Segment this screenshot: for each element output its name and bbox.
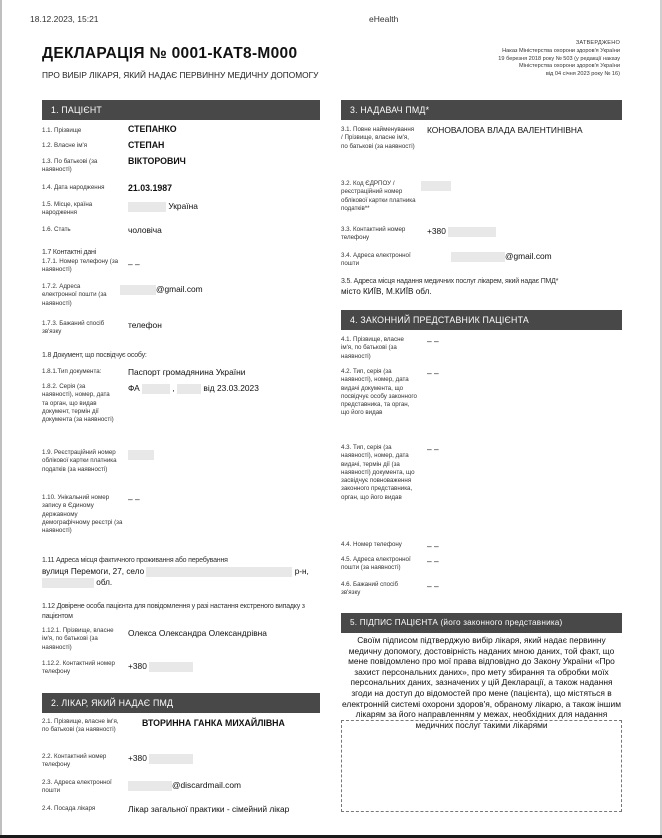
patient-tax-number — [128, 449, 154, 460]
approval-line: Міністерства охорони здоров'я України — [519, 63, 620, 70]
field-label: 4.4. Номер телефону — [341, 541, 402, 548]
contacts-subheading: 1.7 Контактні дані — [42, 249, 97, 256]
field-label: 1.8.2. Серія (за наявності), номер, дата та орган, що видав документ, термін дії документа (за наявності) — [42, 383, 114, 424]
field-label: 1.10. Унікальний номер запису в Єдиному державному демографічному реєстрі (за наявності) — [42, 494, 123, 535]
field-label: 2.3. Адреса електронної пошти — [42, 779, 112, 795]
patient-phone: – – — [128, 259, 140, 269]
doctor-name: ВТОРИННА ГАНКА МИХАЙЛІВНА — [142, 718, 285, 728]
field-label: 3.2. Код ЄДРПОУ / реєстраційний номер облікової картки платника податків** — [341, 180, 416, 212]
section-representative-heading: 4. ЗАКОННИЙ ПРЕДСТАВНИК ПАЦІЄНТА — [341, 310, 622, 330]
field-label: 4.1. Прізвище, власне ім'я, по батькові (за наявності) — [341, 336, 404, 360]
patient-address — [42, 567, 309, 577]
patient-patronymic: ВІКТОРОВИЧ — [128, 156, 186, 166]
provider-edrpou — [421, 180, 451, 191]
emergency-subheading: 1.12 Довірене особа пацієнта для повідомлення у разі настання екстреного випадку з пацієнтом — [42, 603, 305, 620]
approval-line: від 04 січня 2023 року № 16) — [545, 71, 620, 78]
redacted-block — [42, 578, 94, 588]
patient-birthplace — [128, 201, 198, 212]
redacted-block — [448, 227, 496, 237]
provider-phone-prefix: +380 — [427, 226, 446, 236]
rep-name: – – — [427, 336, 439, 346]
field-label: 1.7.2. Адреса електронної пошти (за наявності) — [42, 283, 107, 307]
approval-line: 19 березня 2018 року № 503 (у редакції наказу — [498, 55, 620, 62]
rep-phone: – – — [427, 541, 439, 551]
emergency-name: Олекса Олександра Олександрівна — [128, 628, 267, 638]
section-provider-heading: 3. НАДАВАЧ ПМД* — [341, 100, 622, 120]
doc-issued: від 23.03.2023 — [203, 383, 259, 393]
patient-doc-series: ФА , від 23.03.2023 — [128, 383, 259, 393]
rep-email: – – — [427, 556, 439, 566]
print-date: 18.12.2023, 15:21 — [30, 14, 99, 24]
section-doctor-heading: 2. ЛІКАР, ЯКИЙ НАДАЄ ПМД — [42, 693, 320, 713]
field-label: 2.1. Прізвище, власне ім'я, по батькові (за наявності) — [42, 718, 119, 734]
field-label: 1.6. Стать — [42, 226, 71, 233]
field-label: 1.3. По батькові (за наявності) — [42, 158, 98, 174]
field-label: 1.2. Власне ім'я — [42, 142, 88, 149]
approval-block — [420, 40, 620, 79]
field-label: 1.12.1. Прізвище, власне ім'я, по батькові (за наявності) — [42, 627, 114, 651]
provider-name: КОНОВАЛОВА ВЛАДА ВАЛЕНТИНІВНА — [427, 125, 583, 135]
app-name: eHealth — [369, 14, 399, 24]
signature-field[interactable] — [341, 720, 622, 812]
patient-doc-type: Паспорт громадянина України — [128, 367, 246, 377]
patient-birthdate: 21.03.1987 — [128, 183, 173, 193]
rep-doc1: – – — [427, 368, 439, 378]
patient-record: – – — [128, 494, 140, 504]
address-region: обл. — [96, 578, 113, 588]
field-label: 2.4. Посада лікаря — [42, 805, 96, 812]
rep-doc2: – – — [427, 444, 439, 454]
patient-name: СТЕПАН — [128, 140, 165, 150]
emergency-phone-prefix: +380 — [128, 661, 147, 671]
field-label: 1.9. Реєстраційний номер облікової картки платника податків (за наявності) — [42, 449, 117, 473]
redacted-block — [128, 781, 172, 791]
patient-email-domain: @gmail.com — [156, 284, 203, 294]
field-label: 1.1. Прізвище — [42, 127, 82, 134]
field-label: 4.5. Адреса електронної пошти (за наявності) — [341, 556, 411, 572]
provider-email — [451, 251, 552, 262]
doctor-email-domain: @discardmail.com — [172, 780, 242, 790]
id-document-subheading: 1.8 Документ, що посвідчує особу: — [42, 352, 147, 359]
approval-line: Наказ Міністерства охорони здоров'я України — [502, 47, 620, 54]
patient-birthplace-country: Україна — [168, 201, 198, 211]
address-street: вулиця Перемоги, 27, село — [42, 567, 145, 577]
redacted-block — [142, 384, 170, 394]
patient-email — [120, 284, 203, 295]
redacted-block — [149, 754, 193, 764]
document-title: ДЕКЛАРАЦІЯ № 0001-КАТ8-М000 — [42, 45, 298, 62]
field-label: 1.7.3. Бажаний спосіб зв'язку — [42, 320, 105, 336]
doctor-email — [128, 780, 241, 791]
doctor-phone — [128, 753, 193, 764]
redacted-block — [120, 285, 156, 295]
section-signature-heading: 5. ПІДПИС ПАЦІЄНТА (його законного представника) — [341, 613, 622, 633]
approval-title: ЗАТВЕРДЖЕНО — [575, 40, 620, 46]
redacted-block — [177, 384, 201, 394]
field-label: 1.8.1.Тип документа: — [42, 368, 102, 375]
field-label: 2.2. Контактний номер телефону — [42, 753, 107, 769]
provider-place-label: 3.5. Адреса місця надання медичних послуг лікарем, який надає ПМД* — [341, 278, 559, 285]
field-label: 4.3. Тип, серія (за наявності), номер, дата видачі, термін дії (за наявності) документа, що засвідчує повноваження законного представника, орган, що його видав — [341, 444, 415, 501]
field-label: 4.2. Тип, серія (за наявності), номер, дата видачі документа, що посвідчує особу законного представника, та орган, що його видав — [341, 368, 417, 417]
field-label: 3.1. Повне найменування / Прізвище, власне ім'я, по батькові (за наявності) — [341, 126, 415, 150]
field-label: 1.7.1. Номер телефону (за наявності) — [42, 258, 119, 274]
redacted-block — [128, 450, 154, 460]
section-patient-heading: 1. ПАЦІЄНТ — [42, 100, 320, 120]
doc-series: ФА — [128, 383, 140, 393]
doctor-position: Лікар загальної практики - сімейний лікар — [128, 804, 290, 814]
redacted-block — [149, 662, 193, 672]
field-label: 4.6. Бажаний спосіб зв'язку — [341, 581, 399, 597]
provider-place: місто КИЇВ, М.КИЇВ обл. — [341, 287, 432, 296]
field-label: 1.12.2. Контактний номер телефону — [42, 660, 115, 676]
field-label: 3.4. Адреса електронної пошти — [341, 252, 411, 268]
redacted-block — [128, 202, 166, 212]
address-subheading: 1.11 Адреса місця фактичного проживання або перебування — [42, 557, 228, 564]
redacted-block — [421, 181, 451, 191]
provider-email-domain: @gmail.com — [505, 251, 552, 261]
field-label: 1.5. Місце, країна народження — [42, 201, 93, 217]
redacted-block — [146, 567, 292, 577]
redacted-block — [451, 252, 505, 262]
emergency-phone — [128, 661, 193, 672]
field-label: 3.3. Контактний номер телефону — [341, 226, 406, 242]
patient-contact-method: телефон — [128, 320, 162, 330]
patient-sex: чоловіча — [128, 225, 162, 235]
provider-phone — [427, 226, 496, 237]
doctor-phone-prefix: +380 — [128, 753, 147, 763]
address-district: р-н, — [294, 567, 309, 577]
rep-method: – – — [427, 581, 439, 591]
patient-address-region — [42, 578, 112, 588]
consent-text: Своїм підписом підтверджую вибір лікаря, який надає первинну медичну допомогу, достовірність наданих мною даних, той факт, що мене повідомлено про мої права відповідно до Закону України «Про захист персональних даних», про мету збирання та обробки моїх персональних даних, зазначених у цій Декларації, а також надання згоди на доступ до відомостей про мене (пацієнта), що містяться в електронній системі охорони здоров'я, обраному лікарю, а також іншим лікарям за його направленням у межах, необхідних для надання медичних послуг такими лікарями — [342, 635, 621, 730]
patient-surname: СТЕПАНКО — [128, 124, 177, 134]
document-subtitle: ПРО ВИБІР ЛІКАРЯ, ЯКИЙ НАДАЄ ПЕРВИННУ МЕДИЧНУ ДОПОМОГУ — [42, 70, 319, 80]
left-edge — [0, 0, 2, 838]
field-label: 1.4. Дата народження — [42, 184, 105, 191]
